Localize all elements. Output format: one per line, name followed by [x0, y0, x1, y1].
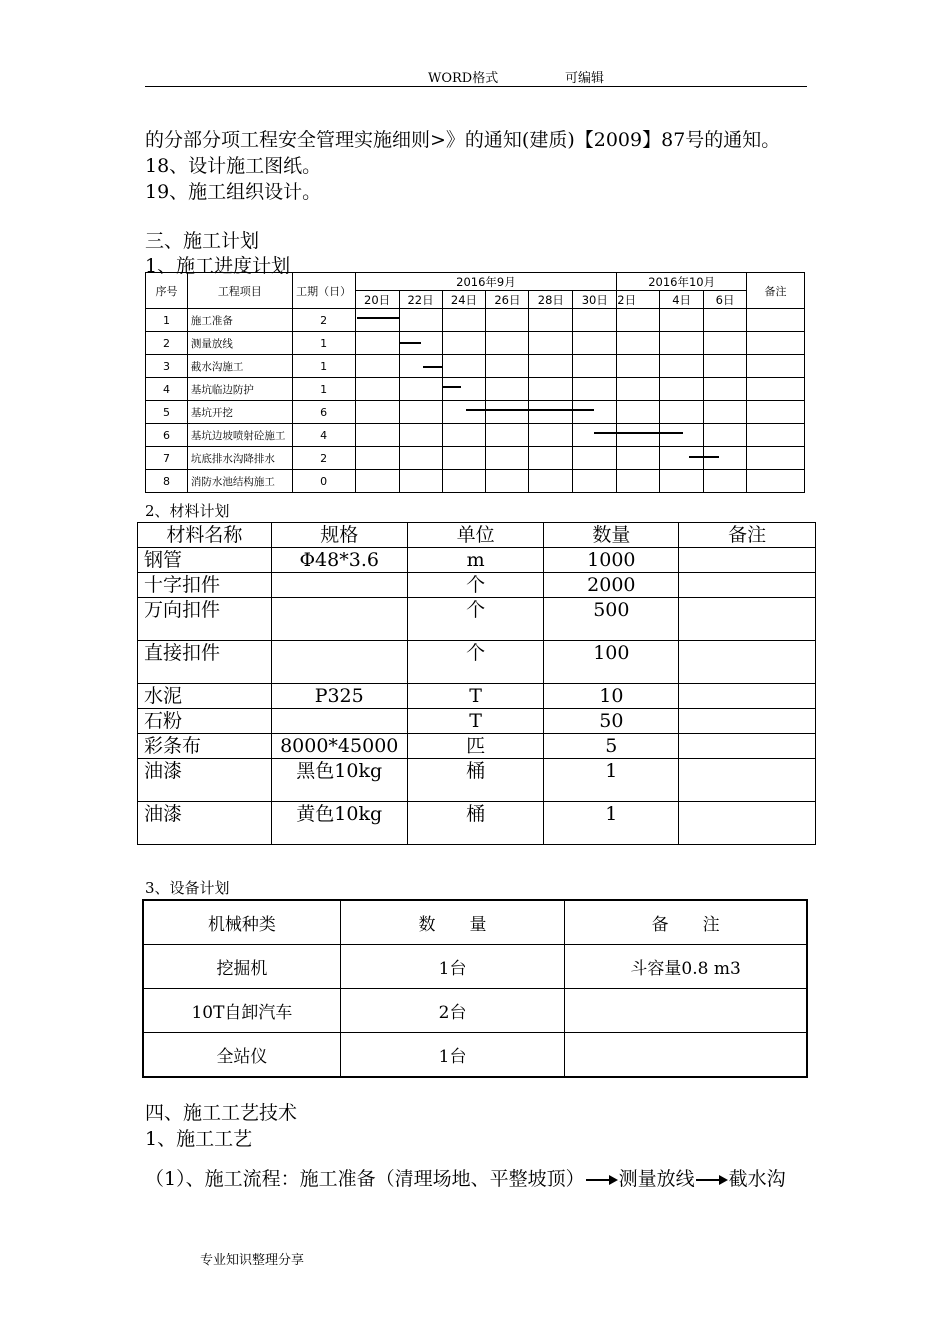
materials-cell — [679, 598, 816, 641]
materials-cell: 1 — [544, 759, 679, 802]
schedule-cell — [660, 424, 704, 447]
intro-line-2: 18、设计施工图纸。 — [145, 155, 322, 177]
date-header: 28日 — [529, 291, 573, 309]
materials-cell — [679, 734, 816, 759]
schedule-bar — [594, 432, 683, 434]
equipment-cell: 2台 — [340, 989, 564, 1033]
schedule-cell — [442, 447, 486, 470]
page-header — [145, 66, 807, 87]
schedule-cell — [617, 447, 660, 470]
equipment-cell: 挖掘机 — [143, 945, 340, 989]
materials-header: 备注 — [679, 523, 816, 548]
equipment-header: 备 注 — [565, 900, 807, 945]
equipment-cell: 全站仪 — [143, 1033, 340, 1078]
schedule-cell — [704, 424, 747, 447]
schedule-cell — [529, 355, 573, 378]
schedule-cell — [529, 401, 573, 424]
materials-cell: 匹 — [407, 734, 544, 759]
schedule-cell — [747, 470, 805, 493]
schedule-cell — [747, 378, 805, 401]
date-header: 4日 — [660, 291, 704, 309]
schedule-row — [146, 355, 805, 378]
schedule-cell — [399, 378, 442, 401]
flow-step-1: （1）、施工流程：施工准备（清理场地、平整坡顶） — [145, 1168, 585, 1190]
materials-cell: 100 — [544, 641, 679, 684]
schedule-cell — [704, 447, 747, 470]
schedule-cell — [747, 401, 805, 424]
schedule-row — [146, 470, 805, 493]
schedule-bar — [423, 366, 442, 368]
row-number: 2 — [146, 332, 188, 355]
row-days: 2 — [292, 309, 355, 332]
schedule-cell — [399, 401, 442, 424]
materials-cell: T — [407, 684, 544, 709]
schedule-cell — [355, 424, 399, 447]
flow-step-2: 测量放线 — [618, 1168, 695, 1190]
schedule-cell — [486, 470, 529, 493]
row-item: 施工准备 — [187, 309, 292, 332]
schedule-cell — [442, 355, 486, 378]
materials-cell: 石粉 — [138, 709, 272, 734]
schedule-cell — [442, 309, 486, 332]
materials-cell: 十字扣件 — [138, 573, 272, 598]
materials-cell: 水泥 — [138, 684, 272, 709]
materials-cell: 1 — [544, 802, 679, 845]
materials-cell — [271, 709, 407, 734]
date-header: 6日 — [704, 291, 747, 309]
materials-cell: 8000*45000 — [271, 734, 407, 759]
materials-cell: 直接扣件 — [138, 641, 272, 684]
materials-row — [138, 573, 816, 598]
materials-cell — [679, 548, 816, 573]
materials-row — [138, 709, 816, 734]
row-item: 测量放线 — [187, 332, 292, 355]
row-days: 0 — [292, 470, 355, 493]
equipment-cell: 10T自卸汽车 — [143, 989, 340, 1033]
schedule-cell — [617, 332, 660, 355]
materials-cell: Φ48*3.6 — [271, 548, 407, 573]
row-number: 1 — [146, 309, 188, 332]
materials-cell: P325 — [271, 684, 407, 709]
schedule-cell — [573, 355, 617, 378]
materials-cell: 500 — [544, 598, 679, 641]
schedule-cell — [486, 447, 529, 470]
schedule-cell — [704, 332, 747, 355]
materials-title: 2、材料计划 — [145, 502, 230, 520]
materials-row — [138, 684, 816, 709]
materials-cell — [271, 573, 407, 598]
equipment-cell — [565, 989, 807, 1033]
materials-cell — [271, 598, 407, 641]
schedule-cell — [573, 424, 617, 447]
col-header-month-2: 2016年10月 — [617, 273, 747, 291]
row-days: 4 — [292, 424, 355, 447]
materials-header: 规格 — [271, 523, 407, 548]
equipment-cell — [565, 1033, 807, 1078]
materials-header: 材料名称 — [138, 523, 272, 548]
schedule-cell — [660, 378, 704, 401]
schedule-cell — [747, 332, 805, 355]
section-4-title: 四、施工工艺技术 — [145, 1102, 298, 1124]
schedule-cell — [704, 401, 747, 424]
schedule-cell — [486, 378, 529, 401]
materials-cell: 桶 — [407, 759, 544, 802]
row-item: 坑底排水沟降排水 — [187, 447, 292, 470]
materials-cell: 5 — [544, 734, 679, 759]
materials-cell: 油漆 — [138, 759, 272, 802]
schedule-cell — [442, 424, 486, 447]
schedule-cell — [529, 378, 573, 401]
materials-cell: 万向扣件 — [138, 598, 272, 641]
arrow-right-icon — [695, 1173, 729, 1187]
flow-step-3: 截水沟 — [728, 1168, 786, 1190]
materials-cell: 钢管 — [138, 548, 272, 573]
materials-cell — [271, 641, 407, 684]
materials-row — [138, 641, 816, 684]
schedule-cell — [529, 309, 573, 332]
equipment-title: 3、设备计划 — [145, 879, 230, 897]
schedule-cell — [573, 332, 617, 355]
schedule-cell — [355, 309, 399, 332]
row-item: 截水沟施工 — [187, 355, 292, 378]
schedule-cell — [399, 424, 442, 447]
materials-cell: 个 — [407, 573, 544, 598]
materials-cell — [679, 684, 816, 709]
schedule-cell — [529, 424, 573, 447]
schedule-cell — [355, 332, 399, 355]
row-number: 4 — [146, 378, 188, 401]
row-number: 5 — [146, 401, 188, 424]
materials-cell: 个 — [407, 641, 544, 684]
schedule-cell — [442, 470, 486, 493]
date-header: 20日 — [355, 291, 399, 309]
equipment-cell: 斗容量0.8 m3 — [565, 945, 807, 989]
header-left: WORD格式 — [428, 71, 499, 86]
col-header-month-1: 2016年9月 — [355, 273, 617, 291]
schedule-cell — [704, 355, 747, 378]
schedule-cell — [660, 309, 704, 332]
row-days: 2 — [292, 447, 355, 470]
schedule-cell — [573, 378, 617, 401]
materials-row — [138, 802, 816, 845]
row-days: 1 — [292, 378, 355, 401]
schedule-row — [146, 378, 805, 401]
arrow-right-icon — [585, 1173, 619, 1187]
schedule-cell — [704, 309, 747, 332]
schedule-cell — [355, 470, 399, 493]
schedule-cell — [442, 332, 486, 355]
schedule-row — [146, 401, 805, 424]
schedule-cell — [660, 470, 704, 493]
materials-cell — [679, 573, 816, 598]
schedule-cell — [660, 447, 704, 470]
page-footer: 专业知识整理分享 — [200, 1253, 305, 1268]
schedule-table — [145, 272, 805, 493]
schedule-cell — [617, 401, 660, 424]
materials-row — [138, 598, 816, 641]
materials-cell: 彩条布 — [138, 734, 272, 759]
col-header-item: 工程项目 — [187, 273, 292, 309]
equipment-table — [142, 899, 808, 1078]
schedule-bar — [466, 409, 594, 411]
row-number: 8 — [146, 470, 188, 493]
materials-row — [138, 734, 816, 759]
materials-cell — [679, 709, 816, 734]
row-item: 基坑开挖 — [187, 401, 292, 424]
materials-cell: 黑色10kg — [271, 759, 407, 802]
process-flow — [145, 1164, 786, 1191]
schedule-bar — [357, 317, 399, 319]
schedule-cell — [747, 447, 805, 470]
schedule-cell — [617, 378, 660, 401]
schedule-row — [146, 447, 805, 470]
intro-line-1: 的分部分项工程安全管理实施细则>》的通知(建质)【2009】87号的通知。 — [145, 129, 781, 151]
schedule-cell — [442, 378, 486, 401]
materials-cell: 10 — [544, 684, 679, 709]
schedule-bar — [689, 456, 719, 458]
equipment-row — [143, 989, 807, 1033]
materials-cell: 个 — [407, 598, 544, 641]
materials-cell: 50 — [544, 709, 679, 734]
materials-cell: 2000 — [544, 573, 679, 598]
schedule-cell — [573, 470, 617, 493]
schedule-cell — [617, 309, 660, 332]
schedule-cell — [660, 401, 704, 424]
row-number: 7 — [146, 447, 188, 470]
schedule-cell — [660, 355, 704, 378]
schedule-cell — [573, 447, 617, 470]
materials-cell: m — [407, 548, 544, 573]
row-item: 基坑边坡喷射砼施工 — [187, 424, 292, 447]
row-item: 基坑临边防护 — [187, 378, 292, 401]
schedule-row — [146, 332, 805, 355]
schedule-row — [146, 424, 805, 447]
materials-cell: 桶 — [407, 802, 544, 845]
schedule-cell — [399, 309, 442, 332]
schedule-cell — [355, 378, 399, 401]
equipment-header: 机械种类 — [143, 900, 340, 945]
schedule-cell — [486, 401, 529, 424]
schedule-cell — [486, 332, 529, 355]
schedule-bar — [443, 386, 461, 388]
schedule-cell — [355, 447, 399, 470]
schedule-cell — [704, 378, 747, 401]
schedule-cell — [399, 447, 442, 470]
schedule-cell — [486, 309, 529, 332]
intro-line-3: 19、施工组织设计。 — [145, 181, 322, 203]
schedule-row — [146, 309, 805, 332]
materials-cell: 黄色10kg — [271, 802, 407, 845]
schedule-cell — [747, 355, 805, 378]
row-days: 1 — [292, 332, 355, 355]
schedule-cell — [660, 332, 704, 355]
materials-cell — [679, 641, 816, 684]
materials-header: 数量 — [544, 523, 679, 548]
header-right: 可编辑 — [565, 71, 605, 86]
schedule-bar — [400, 342, 421, 344]
schedule-cell — [617, 424, 660, 447]
col-header-remark: 备注 — [747, 273, 805, 309]
materials-row — [138, 759, 816, 802]
technique-title: 1、施工工艺 — [145, 1128, 253, 1150]
schedule-cell — [442, 401, 486, 424]
date-header: 22日 — [399, 291, 442, 309]
row-number: 3 — [146, 355, 188, 378]
schedule-cell — [747, 424, 805, 447]
materials-cell — [679, 759, 816, 802]
materials-table — [137, 522, 816, 845]
schedule-cell — [617, 355, 660, 378]
schedule-title: 1、施工进度计划 — [145, 255, 291, 277]
col-header-no: 序号 — [146, 273, 188, 309]
materials-cell: 1000 — [544, 548, 679, 573]
materials-cell: T — [407, 709, 544, 734]
schedule-cell — [704, 470, 747, 493]
schedule-cell — [486, 424, 529, 447]
schedule-cell — [486, 355, 529, 378]
schedule-cell — [529, 470, 573, 493]
schedule-cell — [355, 355, 399, 378]
row-item: 消防水池结构施工 — [187, 470, 292, 493]
row-number: 6 — [146, 424, 188, 447]
equipment-cell: 1台 — [340, 1033, 564, 1078]
col-header-days: 工期（日） — [292, 273, 355, 309]
row-days: 6 — [292, 401, 355, 424]
materials-row — [138, 548, 816, 573]
row-days: 1 — [292, 355, 355, 378]
schedule-cell — [573, 401, 617, 424]
date-header: 30日 — [573, 291, 617, 309]
schedule-cell — [747, 309, 805, 332]
schedule-cell — [573, 309, 617, 332]
equipment-header: 数 量 — [340, 900, 564, 945]
equipment-row — [143, 1033, 807, 1078]
section-3-title: 三、施工计划 — [145, 230, 260, 252]
date-header: 26日 — [486, 291, 529, 309]
schedule-cell — [399, 470, 442, 493]
materials-cell — [679, 802, 816, 845]
schedule-cell — [617, 470, 660, 493]
schedule-cell — [355, 401, 399, 424]
equipment-cell: 1台 — [340, 945, 564, 989]
equipment-row — [143, 945, 807, 989]
materials-header: 单位 — [407, 523, 544, 548]
schedule-cell — [529, 332, 573, 355]
materials-cell: 油漆 — [138, 802, 272, 845]
schedule-cell — [529, 447, 573, 470]
date-header: 24日 — [442, 291, 486, 309]
date-header: 2日 — [617, 291, 660, 309]
